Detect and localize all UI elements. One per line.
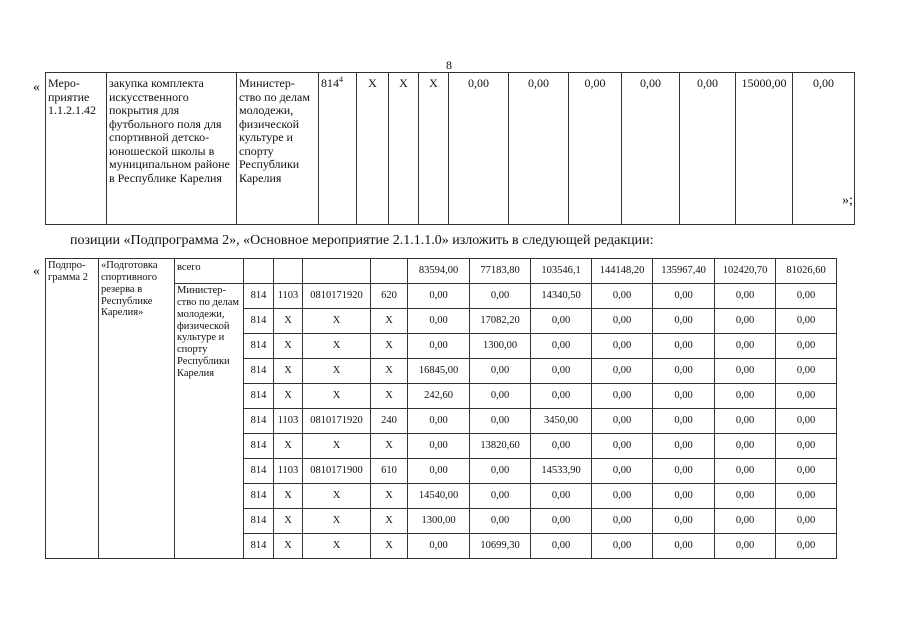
rzpr-cell: Х	[274, 309, 303, 334]
value-cell: 0,00	[715, 309, 776, 334]
grbs-cell: 814	[244, 459, 274, 484]
grbs-cell: 814	[244, 359, 274, 384]
value-cell: 0,00	[653, 384, 715, 409]
empty-cell	[244, 259, 274, 284]
value-cell: 0,00	[776, 384, 837, 409]
empty-cell	[371, 259, 408, 284]
value-cell: 0,00	[408, 309, 470, 334]
rzpr-cell: Х	[274, 334, 303, 359]
measure-name: закупка комплекта искусственного покрытия для футбольного поля для спортивной детско-юношеской школы в муниципальном районе в Республике Карелия	[107, 73, 237, 225]
value-cell: 0,00	[592, 359, 653, 384]
value-cell: 0,00	[470, 409, 531, 434]
grbs-cell: 814	[244, 534, 274, 559]
value-cell: 0,00	[531, 359, 592, 384]
open-quote: «	[33, 80, 40, 95]
value-cell: 0,00	[470, 509, 531, 534]
value-cell: 0,00	[653, 509, 715, 534]
value-cell: 0,00	[776, 359, 837, 384]
value-cell: 0,00	[776, 534, 837, 559]
value-cell: 0,00	[470, 384, 531, 409]
value-cell: 0,00	[592, 509, 653, 534]
value-cell: 0,00	[776, 334, 837, 359]
footnote-marker: 4	[339, 75, 343, 84]
value-cell: 1300,00	[470, 334, 531, 359]
grbs-code: 814	[321, 76, 339, 90]
value-cell: 0,00	[592, 434, 653, 459]
rzpr-cell: Х	[274, 509, 303, 534]
rzpr-cell: 1103	[274, 284, 303, 309]
value-cell: 0,00	[592, 384, 653, 409]
value-cell: 0,00	[715, 484, 776, 509]
rzpr-cell: Х	[274, 434, 303, 459]
value-cell: 0,00	[531, 334, 592, 359]
value-cell: 0,00	[592, 334, 653, 359]
csr-cell: 0810171900	[303, 459, 371, 484]
value-cell: 16845,00	[408, 359, 470, 384]
value-cell: 0,00	[776, 459, 837, 484]
value-cell: 0,00	[531, 384, 592, 409]
value-cell: 242,60	[408, 384, 470, 409]
grbs-cell: 814	[244, 334, 274, 359]
vr-cell: Х	[371, 534, 408, 559]
value-cell: 0,00	[408, 434, 470, 459]
total-value: 83594,00	[408, 259, 470, 284]
value-cell: 0,00	[531, 534, 592, 559]
value-cell: 0,00	[715, 409, 776, 434]
table-row-total	[46, 259, 837, 284]
vr-cell: Х	[371, 309, 408, 334]
value-cell: 0,00	[776, 509, 837, 534]
grbs-cell: 814	[244, 509, 274, 534]
csr-cell: Х	[303, 534, 371, 559]
measure-csr: Х	[389, 73, 419, 225]
table-subprogram-2	[45, 258, 837, 559]
vr-cell: Х	[371, 334, 408, 359]
value-cell: 0,00	[776, 309, 837, 334]
table-measure-1-1-2-1-42	[45, 72, 855, 225]
value-cell: 0,00	[653, 459, 715, 484]
value-cell: 0,00	[592, 459, 653, 484]
value-cell: 0,00	[715, 359, 776, 384]
instruction-text: позиции «Подпрограмма 2», «Основное мероприятие 2.1.1.1.0» изложить в следующей редакции:	[70, 233, 654, 248]
csr-cell: Х	[303, 434, 371, 459]
value-cell: 0,00	[776, 484, 837, 509]
value-cell: 0,00	[592, 309, 653, 334]
value-cell: 0,00	[531, 509, 592, 534]
value-cell: 0,00	[715, 534, 776, 559]
total-value: 77183,80	[470, 259, 531, 284]
measure-code: Меро-приятие 1.1.2.1.42	[46, 73, 107, 225]
value-cell: 0,00	[592, 484, 653, 509]
grbs-cell: 814	[244, 484, 274, 509]
value-cell: 0,00	[715, 384, 776, 409]
value-cell: 0,00	[408, 534, 470, 559]
value-cell: 0,00	[653, 534, 715, 559]
empty-cell	[303, 259, 371, 284]
measure-grbs	[319, 73, 357, 225]
value-cell: 0,00	[408, 334, 470, 359]
value-cell: 0,00	[531, 484, 592, 509]
value-cell: 0,00	[715, 284, 776, 309]
value-cell: 0,00	[592, 534, 653, 559]
csr-cell: Х	[303, 484, 371, 509]
total-value: 81026,60	[776, 259, 837, 284]
value-cell: 0,00	[408, 284, 470, 309]
value-cell: 0,00	[592, 284, 653, 309]
value-cell: 0,00	[470, 459, 531, 484]
value-cell: 0,00	[470, 359, 531, 384]
csr-cell: 0810171920	[303, 284, 371, 309]
measure-value: 0,00	[622, 73, 680, 225]
total-value: 144148,20	[592, 259, 653, 284]
value-cell: 3450,00	[531, 409, 592, 434]
value-cell: 0,00	[715, 459, 776, 484]
total-value: 102420,70	[715, 259, 776, 284]
value-cell: 0,00	[531, 309, 592, 334]
grbs-cell: 814	[244, 384, 274, 409]
value-cell: 0,00	[715, 509, 776, 534]
grbs-cell: 814	[244, 434, 274, 459]
measure-value: 15000,00	[736, 73, 793, 225]
vr-cell: Х	[371, 509, 408, 534]
csr-cell: Х	[303, 509, 371, 534]
measure-value: 0,00	[569, 73, 622, 225]
csr-cell: Х	[303, 309, 371, 334]
grbs-cell: 814	[244, 409, 274, 434]
value-cell: 0,00	[531, 434, 592, 459]
value-cell: 0,00	[653, 284, 715, 309]
value-cell: 0,00	[776, 434, 837, 459]
measure-value: 0,00	[449, 73, 509, 225]
value-cell: 0,00	[653, 359, 715, 384]
value-cell: 1300,00	[408, 509, 470, 534]
rzpr-cell: Х	[274, 534, 303, 559]
value-cell: 0,00	[776, 284, 837, 309]
value-cell: 0,00	[776, 409, 837, 434]
executor-label: Министер-ство по делам молодежи, физической культуре и спорту Республики Карелия	[175, 284, 244, 559]
total-label: всего	[175, 259, 244, 284]
value-cell: 10699,30	[470, 534, 531, 559]
measure-value: 0,00	[680, 73, 736, 225]
vr-cell: Х	[371, 434, 408, 459]
open-quote-2: «	[33, 264, 40, 279]
vr-cell: Х	[371, 384, 408, 409]
csr-cell: Х	[303, 384, 371, 409]
vr-cell: 610	[371, 459, 408, 484]
vr-cell: Х	[371, 359, 408, 384]
value-cell: 0,00	[715, 434, 776, 459]
measure-value: 0,00	[509, 73, 569, 225]
value-cell: 14340,50	[531, 284, 592, 309]
measure-value: 0,00	[793, 73, 855, 225]
value-cell: 0,00	[592, 409, 653, 434]
grbs-cell: 814	[244, 284, 274, 309]
rzpr-cell: 1103	[274, 459, 303, 484]
vr-cell: 240	[371, 409, 408, 434]
value-cell: 0,00	[653, 334, 715, 359]
value-cell: 0,00	[653, 409, 715, 434]
measure-executor: Министер-ство по делам молодежи, физической культуре и спорту Республики Карелия	[237, 73, 319, 225]
value-cell: 0,00	[653, 434, 715, 459]
subprogram-label: Подпро-грамма 2	[46, 259, 99, 559]
value-cell: 0,00	[715, 334, 776, 359]
rzpr-cell: Х	[274, 484, 303, 509]
vr-cell: 620	[371, 284, 408, 309]
measure-rzpr: Х	[357, 73, 389, 225]
csr-cell: Х	[303, 359, 371, 384]
value-cell: 14533,90	[531, 459, 592, 484]
value-cell: 0,00	[408, 409, 470, 434]
page-number: 8	[446, 58, 452, 72]
vr-cell: Х	[371, 484, 408, 509]
value-cell: 0,00	[653, 484, 715, 509]
rzpr-cell: 1103	[274, 409, 303, 434]
value-cell: 0,00	[470, 484, 531, 509]
value-cell: 13820,60	[470, 434, 531, 459]
table-row	[46, 73, 855, 225]
empty-cell	[274, 259, 303, 284]
grbs-cell: 814	[244, 309, 274, 334]
value-cell: 0,00	[470, 284, 531, 309]
subprogram-title: «Подготовка спортивного резерва в Республике Карелия»	[99, 259, 175, 559]
value-cell: 0,00	[653, 309, 715, 334]
close-quote: »;	[842, 193, 853, 208]
rzpr-cell: Х	[274, 384, 303, 409]
rzpr-cell: Х	[274, 359, 303, 384]
total-value: 103546,1	[531, 259, 592, 284]
total-value: 135967,40	[653, 259, 715, 284]
csr-cell: Х	[303, 334, 371, 359]
measure-vr: Х	[419, 73, 449, 225]
csr-cell: 0810171920	[303, 409, 371, 434]
value-cell: 14540,00	[408, 484, 470, 509]
value-cell: 0,00	[408, 459, 470, 484]
value-cell: 17082,20	[470, 309, 531, 334]
